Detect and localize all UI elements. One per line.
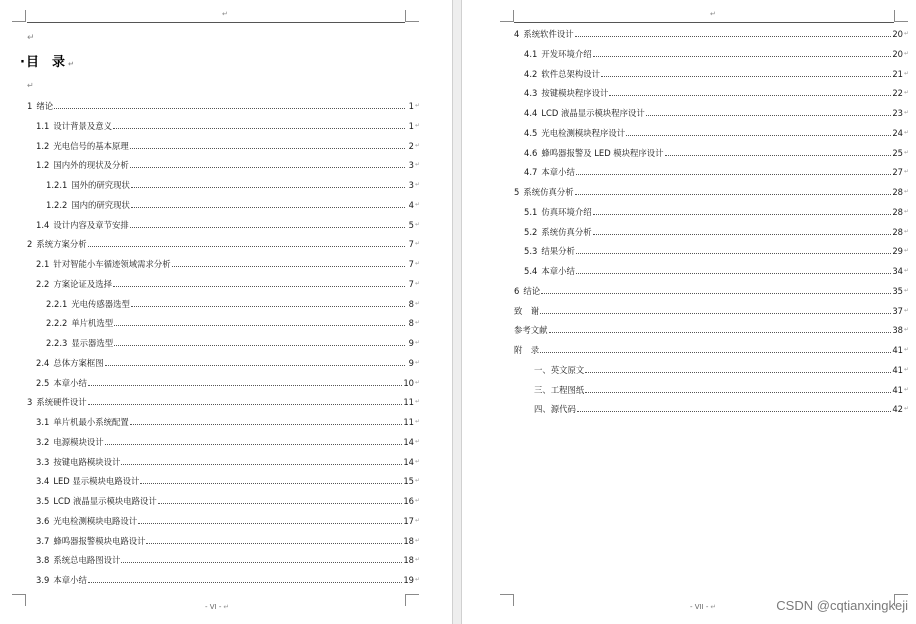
crop-mark-top-left-2 bbox=[500, 10, 514, 22]
document-page-right bbox=[462, 0, 916, 624]
paragraph-return-mark: ↵ bbox=[904, 326, 910, 334]
toc-entry-number: 2.2.2 bbox=[46, 318, 68, 329]
toc-title-part2: 录 bbox=[51, 55, 66, 70]
header-return-mark-2: ↵ bbox=[710, 10, 716, 18]
toc-entry-number: 1 bbox=[27, 101, 33, 111]
page-gutter bbox=[452, 0, 462, 624]
toc-title bbox=[20, 55, 75, 71]
toc-entry[interactable] bbox=[524, 148, 910, 158]
paragraph-return-mark: ↵ bbox=[415, 319, 421, 327]
header-rule bbox=[27, 22, 405, 23]
paragraph-return-mark: ↵ bbox=[415, 556, 421, 564]
toc-entry-number: 3 bbox=[27, 397, 33, 408]
toc-leader-dots bbox=[609, 95, 891, 96]
toc-leader-dots bbox=[576, 253, 892, 254]
toc-entry[interactable] bbox=[46, 299, 421, 309]
crop-mark-top-right bbox=[405, 10, 419, 22]
page-footer-left bbox=[205, 603, 229, 611]
toc-leader-dots bbox=[140, 483, 402, 484]
paragraph-return-mark: ↵ bbox=[415, 457, 421, 465]
toc-leader-dots bbox=[130, 148, 405, 149]
toc-entry-text: 本章小结 bbox=[541, 266, 575, 276]
toc-entry-text: 三、工程图纸 bbox=[534, 384, 585, 395]
paragraph-return-mark: ↵ bbox=[904, 188, 910, 195]
toc-entry-page: 25 bbox=[892, 147, 903, 158]
paragraph-return-mark: ↵ bbox=[415, 378, 421, 386]
toc-entry-page: 5 bbox=[408, 219, 414, 230]
toc-leader-dots bbox=[593, 56, 892, 57]
paragraph-return-mark: ↵ bbox=[904, 286, 910, 294]
paragraph-return-mark: ↵ bbox=[415, 437, 421, 445]
toc-entry-number: 3.1 bbox=[36, 417, 50, 427]
toc-leader-dots bbox=[130, 167, 405, 168]
toc-entry[interactable] bbox=[27, 101, 421, 111]
toc-entry[interactable] bbox=[534, 385, 910, 395]
toc-title-part1: ·目 bbox=[20, 55, 40, 70]
toc-leader-dots bbox=[138, 523, 402, 524]
toc-entry-number: 2.2.1 bbox=[46, 298, 68, 309]
toc-entry[interactable] bbox=[524, 246, 910, 256]
toc-entry[interactable] bbox=[514, 286, 910, 296]
toc-entry-text: 结论 bbox=[523, 285, 541, 296]
toc-entry-number: 6 bbox=[514, 285, 520, 296]
toc-entry[interactable] bbox=[46, 338, 421, 348]
toc-leader-dots bbox=[88, 582, 403, 583]
paragraph-return-mark: ↵ bbox=[904, 89, 910, 97]
paragraph-return-mark: ↵ bbox=[904, 30, 910, 37]
toc-entry-text: 光电传感器选型 bbox=[71, 298, 130, 309]
page-footer-right bbox=[690, 603, 716, 611]
toc-entry-text: 系统仿真分析 bbox=[523, 187, 574, 197]
toc-leader-dots bbox=[646, 115, 892, 116]
paragraph-return-mark: ↵ bbox=[904, 247, 910, 255]
toc-entry[interactable] bbox=[27, 397, 421, 407]
toc-entry-page: 23 bbox=[892, 108, 903, 118]
toc-entry-text: 蜂鸣器报警及 LED 模块程序设计 bbox=[541, 147, 664, 158]
toc-leader-dots bbox=[172, 266, 405, 267]
toc-entry-number: 4.5 bbox=[524, 127, 538, 138]
blank-paragraph-mark: ↵ bbox=[27, 33, 35, 43]
toc-entry-text: 单片机最小系统配置 bbox=[53, 417, 129, 427]
toc-leader-dots bbox=[131, 187, 405, 188]
toc-entry-page: 21 bbox=[892, 68, 903, 79]
toc-entry-text: 系统硬件设计 bbox=[36, 397, 87, 408]
toc-entry[interactable] bbox=[514, 345, 910, 355]
toc-entry-page: 41 bbox=[892, 345, 903, 355]
page-number-left: - VI - bbox=[205, 603, 222, 611]
toc-entry-text: 光电检测模块电路设计 bbox=[53, 515, 138, 526]
paragraph-return-mark: ↵ bbox=[415, 220, 421, 228]
paragraph-return-mark: ↵ bbox=[904, 385, 910, 393]
toc-entry-text: LCD 液晶显示模块电路设计 bbox=[53, 496, 157, 506]
crop-mark-top-right-2 bbox=[894, 10, 908, 22]
toc-entry[interactable] bbox=[36, 378, 421, 388]
toc-entry-text: 系统仿真分析 bbox=[541, 226, 592, 237]
toc-entry-page: 7 bbox=[408, 239, 414, 250]
paragraph-return-mark: ↵ bbox=[904, 49, 910, 57]
toc-entry-text: LED 显示模块电路设计 bbox=[53, 476, 140, 487]
toc-entry[interactable] bbox=[36, 259, 421, 269]
toc-entry-page: 28 bbox=[892, 206, 903, 217]
toc-entry-page: 38 bbox=[892, 325, 903, 336]
paragraph-return-mark: ↵ bbox=[415, 358, 421, 366]
toc-entry-text: 蜂鸣器报警模块电路设计 bbox=[53, 535, 146, 546]
toc-entry-number: 2.2 bbox=[36, 278, 50, 289]
toc-entry-page: 29 bbox=[892, 246, 903, 257]
toc-entry-page: 28 bbox=[892, 187, 903, 197]
toc-entry-page: 16 bbox=[403, 496, 414, 506]
paragraph-return-mark: ↵ bbox=[904, 109, 910, 116]
toc-entry-text: LCD 液晶显示模块程序设计 bbox=[541, 108, 645, 118]
toc-entry[interactable] bbox=[514, 187, 910, 197]
toc-entry-page: 2 bbox=[408, 140, 414, 151]
toc-entry-text: 系统总电路图设计 bbox=[53, 555, 121, 566]
toc-entry[interactable] bbox=[524, 128, 910, 138]
toc-entry-page: 3 bbox=[408, 160, 414, 171]
toc-entry-page: 41 bbox=[892, 384, 903, 395]
toc-leader-dots bbox=[114, 325, 405, 326]
toc-entry-number: 3.5 bbox=[36, 496, 50, 506]
toc-entry[interactable] bbox=[36, 437, 421, 447]
toc-leader-dots bbox=[88, 385, 403, 386]
toc-entry-text: 按键模块程序设计 bbox=[541, 88, 609, 99]
toc-entry-page: 28 bbox=[892, 226, 903, 237]
toc-entry[interactable] bbox=[524, 227, 910, 237]
toc-entry[interactable] bbox=[46, 318, 421, 328]
paragraph-return-mark: ↵ bbox=[415, 418, 421, 425]
paragraph-return-mark: ↵ bbox=[415, 200, 421, 208]
toc-entry-text: 本章小结 bbox=[541, 167, 575, 178]
toc-entry-text: 致 谢 bbox=[514, 305, 540, 316]
paragraph-return-mark: ↵ bbox=[904, 69, 910, 77]
toc-leader-dots bbox=[549, 332, 892, 333]
toc-entry-page: 24 bbox=[892, 127, 903, 138]
toc-entry-number: 2.5 bbox=[36, 377, 50, 388]
toc-entry-text: 国内外的现状及分析 bbox=[53, 160, 129, 171]
toc-entry-number: 1.4 bbox=[36, 219, 50, 230]
toc-entry-page: 19 bbox=[403, 575, 414, 585]
toc-leader-dots bbox=[130, 424, 403, 425]
toc-entry-number: 1.2.1 bbox=[46, 180, 68, 190]
toc-entry-number: 1.2.2 bbox=[46, 199, 68, 210]
toc-entry[interactable] bbox=[46, 200, 421, 210]
toc-entry-text: 系统方案分析 bbox=[36, 239, 87, 250]
toc-entry[interactable] bbox=[36, 160, 421, 170]
toc-entry[interactable] bbox=[27, 239, 421, 249]
toc-leader-dots bbox=[540, 313, 891, 314]
toc-entry[interactable] bbox=[36, 358, 421, 368]
toc-entry-text: 设计内容及章节安排 bbox=[53, 219, 129, 230]
toc-entry-number: 4.6 bbox=[524, 147, 538, 158]
toc-entry[interactable] bbox=[36, 457, 421, 467]
toc-leader-dots bbox=[121, 464, 402, 465]
paragraph-return-mark: ↵ bbox=[904, 306, 910, 314]
toc-entry-text: 本章小结 bbox=[53, 575, 87, 585]
toc-leader-dots bbox=[593, 214, 892, 215]
paragraph-return-mark: ↵ bbox=[904, 227, 910, 235]
paragraph-return-mark: ↵ bbox=[415, 536, 421, 544]
toc-entry[interactable] bbox=[46, 180, 421, 190]
paragraph-return-mark: ↵ bbox=[415, 181, 421, 188]
toc-leader-dots bbox=[131, 306, 405, 307]
toc-entry-page: 37 bbox=[892, 305, 903, 316]
toc-entry-number: 2.1 bbox=[36, 259, 50, 269]
toc-leader-dots bbox=[626, 135, 891, 136]
paragraph-return-mark: ↵ bbox=[904, 405, 910, 413]
toc-entry-text: 附 录 bbox=[514, 345, 540, 355]
header-return-mark: ↵ bbox=[222, 10, 228, 18]
paragraph-return-mark: ↵ bbox=[904, 168, 910, 176]
toc-leader-dots bbox=[593, 234, 892, 235]
toc-entry-text: 显示器选型 bbox=[71, 338, 114, 348]
toc-entry-page: 42 bbox=[892, 404, 903, 415]
paragraph-return-mark: ↵ bbox=[415, 576, 421, 583]
paragraph-return-mark: ↵ bbox=[904, 365, 910, 373]
toc-entry-text: 国外的研究现状 bbox=[71, 180, 130, 190]
toc-entry-text: 方案论证及选择 bbox=[53, 278, 112, 289]
toc-leader-dots bbox=[575, 36, 892, 37]
toc-leader-dots bbox=[665, 155, 892, 156]
watermark: CSDN @cqtianxingkeji bbox=[776, 598, 908, 613]
toc-leader-dots bbox=[576, 273, 892, 274]
footer-return-mark: ↵ bbox=[223, 603, 230, 611]
page-number-right: - VII - bbox=[690, 603, 709, 611]
toc-entry[interactable] bbox=[524, 266, 910, 276]
toc-entry-page: 14 bbox=[403, 456, 414, 467]
paragraph-return-mark: ↵ bbox=[415, 279, 421, 287]
toc-leader-dots bbox=[88, 404, 403, 405]
toc-entry-number: 4.7 bbox=[524, 167, 538, 178]
crop-mark-bottom-left-2 bbox=[500, 594, 514, 606]
toc-leader-dots bbox=[105, 365, 405, 366]
toc-entry[interactable] bbox=[36, 575, 421, 585]
toc-entry[interactable] bbox=[524, 49, 910, 59]
toc-leader-dots bbox=[540, 352, 891, 353]
title-return-mark: ↵ bbox=[67, 60, 75, 68]
toc-entry-number: 4.2 bbox=[524, 68, 538, 79]
toc-entry-page: 20 bbox=[892, 29, 903, 39]
toc-entry-number: 3.8 bbox=[36, 555, 50, 566]
toc-leader-dots bbox=[131, 207, 405, 208]
toc-leader-dots bbox=[576, 174, 892, 175]
toc-leader-dots bbox=[114, 345, 405, 346]
toc-leader-dots bbox=[113, 128, 405, 129]
paragraph-return-mark: ↵ bbox=[415, 398, 421, 406]
toc-entry-number: 2.2.3 bbox=[46, 338, 68, 348]
toc-entry[interactable] bbox=[36, 555, 421, 565]
toc-entry-text: 电源模块设计 bbox=[53, 436, 104, 447]
paragraph-return-mark: ↵ bbox=[904, 148, 910, 156]
paragraph-return-mark: ↵ bbox=[904, 346, 910, 353]
toc-entry-text: 光电信号的基本原理 bbox=[53, 140, 129, 151]
paragraph-return-mark: ↵ bbox=[415, 102, 421, 109]
toc-entry-number: 5.3 bbox=[524, 246, 538, 257]
toc-entry-number: 3.4 bbox=[36, 476, 50, 487]
toc-entry[interactable] bbox=[36, 121, 421, 131]
toc-entry-number: 3.3 bbox=[36, 456, 50, 467]
toc-entry-number: 4.1 bbox=[524, 48, 538, 59]
toc-entry[interactable] bbox=[36, 516, 421, 526]
toc-leader-dots bbox=[54, 108, 405, 109]
toc-entry-text: 参考文献 bbox=[514, 325, 548, 336]
toc-entry-number: 5.1 bbox=[524, 206, 538, 217]
paragraph-return-mark: ↵ bbox=[415, 299, 421, 307]
toc-entry[interactable] bbox=[524, 88, 910, 98]
toc-leader-dots bbox=[121, 562, 402, 563]
toc-entry-number: 2.4 bbox=[36, 357, 50, 368]
toc-entry-text: 系统软件设计 bbox=[523, 29, 574, 39]
toc-leader-dots bbox=[585, 372, 891, 373]
toc-entry-page: 18 bbox=[403, 555, 414, 566]
paragraph-return-mark: ↵ bbox=[415, 339, 421, 346]
toc-entry-number: 1.1 bbox=[36, 120, 50, 131]
toc-entry[interactable] bbox=[36, 417, 421, 427]
toc-entry-text: 仿真环境介绍 bbox=[541, 206, 592, 217]
toc-leader-dots bbox=[601, 76, 891, 77]
toc-entry-text: 按键电路模块设计 bbox=[53, 456, 121, 467]
toc-entry-number: 3.6 bbox=[36, 515, 50, 526]
footer-return-mark-2: ↵ bbox=[710, 603, 717, 611]
paragraph-return-mark: ↵ bbox=[415, 121, 421, 129]
toc-entry-text: 四、源代码 bbox=[534, 404, 576, 415]
toc-entry[interactable] bbox=[524, 207, 910, 217]
toc-entry-page: 7 bbox=[408, 278, 414, 289]
toc-entry[interactable] bbox=[36, 496, 421, 506]
toc-leader-dots bbox=[146, 543, 402, 544]
toc-entry[interactable] bbox=[36, 536, 421, 546]
toc-entry-page: 11 bbox=[403, 397, 414, 408]
toc-entry-page: 9 bbox=[408, 357, 414, 368]
toc-entry[interactable] bbox=[514, 325, 910, 335]
toc-entry[interactable] bbox=[514, 29, 910, 39]
toc-entry-text: 设计背景及意义 bbox=[53, 120, 112, 131]
toc-entry-page: 4 bbox=[408, 199, 414, 210]
toc-entry-number: 1.2 bbox=[36, 140, 50, 151]
paragraph-return-mark: ↵ bbox=[415, 516, 421, 524]
toc-entry-number: 4.4 bbox=[524, 108, 538, 118]
toc-entry-number: 1.2 bbox=[36, 160, 50, 171]
paragraph-return-mark: ↵ bbox=[904, 267, 910, 274]
header-rule-2 bbox=[514, 22, 894, 23]
toc-entry-text: 光电检测模块程序设计 bbox=[541, 127, 626, 138]
toc-entry-number: 3.7 bbox=[36, 535, 50, 546]
toc-entry-page: 7 bbox=[408, 259, 414, 269]
toc-leader-dots bbox=[577, 411, 891, 412]
toc-entry[interactable] bbox=[36, 220, 421, 230]
crop-mark-bottom-left bbox=[12, 594, 26, 606]
toc-entry[interactable] bbox=[36, 141, 421, 151]
toc-entry-text: 总体方案框图 bbox=[53, 357, 104, 368]
toc-leader-dots bbox=[158, 503, 403, 504]
toc-entry-number: 4.3 bbox=[524, 88, 538, 99]
toc-entry-page: 14 bbox=[403, 436, 414, 447]
toc-leader-dots bbox=[541, 293, 891, 294]
paragraph-return-mark: ↵ bbox=[415, 161, 421, 169]
toc-entry-text: 针对智能小车循迹领域需求分析 bbox=[53, 259, 171, 269]
toc-entry-page: 8 bbox=[408, 298, 414, 309]
toc-entry-text: 国内的研究现状 bbox=[71, 199, 130, 210]
toc-entry-page: 1 bbox=[408, 120, 414, 131]
toc-entry[interactable] bbox=[524, 108, 910, 118]
toc-entry[interactable] bbox=[36, 279, 421, 289]
toc-entry-text: 绪论 bbox=[36, 101, 54, 111]
toc-entry-text: 结果分析 bbox=[541, 246, 575, 257]
toc-entry[interactable] bbox=[524, 69, 910, 79]
toc-entry-page: 11 bbox=[403, 417, 414, 427]
paragraph-return-mark: ↵ bbox=[415, 477, 421, 485]
paragraph-return-mark: ↵ bbox=[415, 260, 421, 267]
paragraph-return-mark: ↵ bbox=[415, 497, 421, 504]
toc-entry-page: 8 bbox=[408, 318, 414, 329]
paragraph-return-mark: ↵ bbox=[904, 207, 910, 215]
toc-entry-number: 3.9 bbox=[36, 575, 50, 585]
toc-entry-page: 41 bbox=[892, 364, 903, 375]
toc-entry[interactable] bbox=[514, 306, 910, 316]
toc-entry-text: 单片机选型 bbox=[71, 318, 114, 329]
toc-entry-text: 软件总架构设计 bbox=[541, 68, 600, 79]
blank-paragraph-mark-2: ↵ bbox=[27, 81, 34, 90]
toc-entry-number: 5.4 bbox=[524, 266, 538, 276]
toc-entry-text: 一、英文原文 bbox=[534, 364, 585, 375]
toc-leader-dots bbox=[88, 246, 405, 247]
toc-entry[interactable] bbox=[524, 167, 910, 177]
toc-entry-page: 3 bbox=[408, 180, 414, 190]
toc-entry-number: 2 bbox=[27, 239, 33, 250]
paragraph-return-mark: ↵ bbox=[904, 128, 910, 136]
toc-entry-page: 10 bbox=[403, 377, 414, 388]
toc-entry-page: 35 bbox=[892, 285, 903, 296]
toc-leader-dots bbox=[105, 444, 403, 445]
toc-entry[interactable] bbox=[534, 404, 910, 414]
toc-leader-dots bbox=[575, 194, 892, 195]
toc-leader-dots bbox=[585, 392, 891, 393]
toc-entry-page: 34 bbox=[892, 266, 903, 276]
toc-entry-page: 15 bbox=[403, 476, 414, 487]
paragraph-return-mark: ↵ bbox=[415, 141, 421, 149]
toc-leader-dots bbox=[113, 286, 405, 287]
toc-entry-number: 5.2 bbox=[524, 226, 538, 237]
toc-entry-number: 5 bbox=[514, 187, 520, 197]
paragraph-return-mark: ↵ bbox=[415, 240, 421, 248]
toc-entry-number: 3.2 bbox=[36, 436, 50, 447]
toc-entry[interactable] bbox=[534, 365, 910, 375]
toc-entry-page: 20 bbox=[892, 48, 903, 59]
toc-entry-page: 1 bbox=[408, 101, 414, 111]
toc-entry-page: 22 bbox=[892, 88, 903, 99]
toc-entry-page: 27 bbox=[892, 167, 903, 178]
toc-entry-text: 开发环境介绍 bbox=[541, 48, 592, 59]
toc-entry-number: 4 bbox=[514, 29, 520, 39]
toc-leader-dots bbox=[130, 227, 405, 228]
toc-entry-page: 17 bbox=[403, 515, 414, 526]
toc-entry-text: 本章小结 bbox=[53, 377, 87, 388]
toc-entry[interactable] bbox=[36, 476, 421, 486]
crop-mark-bottom-right bbox=[405, 594, 419, 606]
crop-mark-top-left bbox=[12, 10, 26, 22]
document-page-left bbox=[0, 0, 452, 624]
toc-entry-page: 18 bbox=[403, 535, 414, 546]
toc-entry-page: 9 bbox=[408, 338, 414, 348]
